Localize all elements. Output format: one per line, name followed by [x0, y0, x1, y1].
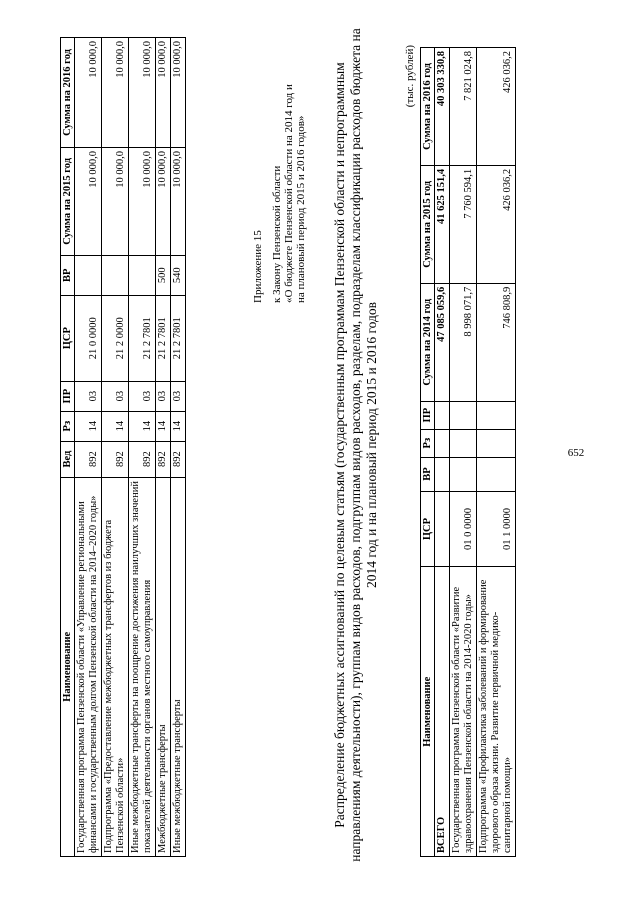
header-sum-2014: Сумма на 2014 год	[421, 283, 435, 401]
cell-rz: 14	[129, 411, 156, 441]
cell-rz: 14	[75, 411, 102, 441]
cell-name: Подпрограмма «Профилактика заболеваний и формирование здорового образа жизни. Развитие первичной медико-санитарной помощи»	[477, 567, 516, 857]
cell-vr	[75, 255, 102, 295]
cell-sum-2016: 10 000,0	[102, 38, 129, 148]
cell-name: Иные межбюджетные трансферты на поощрение достижения наилучших значений показателей деятельности органов местного самоуправления	[129, 477, 156, 856]
cell-name: ВСЕГО	[435, 567, 450, 857]
cell-ved: 892	[102, 441, 129, 477]
table-row	[156, 38, 171, 857]
cell-rz: 14	[156, 411, 171, 441]
cell-csr: 01 1 0000	[477, 491, 516, 567]
cell-sum-2015: 10 000,0	[75, 147, 102, 255]
table-row	[450, 48, 477, 857]
appendix-line-3: на плановый период 2015 и 2016 годов»	[295, 115, 307, 303]
header-ved: Вед	[61, 441, 75, 477]
cell-vr	[435, 457, 450, 491]
header-name: Наименование	[61, 477, 75, 856]
header-sum-2015: Сумма на 2015 год	[61, 147, 75, 255]
cell-sum-2015: 10 000,0	[129, 147, 156, 255]
header-vr: ВР	[61, 255, 75, 295]
cell-vr	[477, 457, 516, 491]
cell-sum-2016: 10 000,0	[75, 38, 102, 148]
cell-name: Подпрограмма «Предоставление межбюджетных трансфертов из бюджета Пензенской области»	[102, 477, 129, 856]
cell-rz	[450, 429, 477, 457]
document-title: Распределение бюджетных ассигнований по целевым статьям (государственным программам Пензенской области и непрограммным направлениям деятельности), группам видов расходов, подгруппам видов расходов, разделам, подразделам классификации расходов бюджета на 2014 год и на плановый период 2015 и 2016 годов	[332, 28, 379, 862]
cell-vr	[129, 255, 156, 295]
appendix-block	[252, 13, 307, 303]
cell-sum-2015: 10 000,0	[156, 147, 171, 255]
cell-ved: 892	[156, 441, 171, 477]
cell-pr: 03	[102, 381, 129, 411]
cell-sum-2014: 8 998 071,7	[450, 283, 477, 401]
cell-sum-2015: 41 625 151,4	[435, 165, 450, 283]
cell-csr: 21 0 0000	[75, 295, 102, 381]
cell-pr	[435, 401, 450, 429]
cell-csr: 21 2 7801	[156, 295, 171, 381]
table-header-row	[421, 48, 435, 857]
cell-sum-2015: 10 000,0	[171, 147, 186, 255]
header-csr: ЦСР	[61, 295, 75, 381]
header-vr: ВР	[421, 457, 435, 491]
cell-name: Государственная программа Пензенской области «Управление региональными финансами и государственным долгом Пензенской области на 2014–2020 годы»	[75, 477, 102, 856]
header-csr: ЦСР	[421, 491, 435, 567]
cell-ved: 892	[129, 441, 156, 477]
cell-sum-2014: 47 085 059,6	[435, 283, 450, 401]
cell-csr: 21 2 7801	[129, 295, 156, 381]
cell-csr: 21 2 7801	[171, 295, 186, 381]
cell-name: Государственная программа Пензенской области «Развитие здравоохранения Пензенской области на 2014-2020 годы»	[450, 567, 477, 857]
cell-ved: 892	[75, 441, 102, 477]
cell-sum-2016: 10 000,0	[171, 38, 186, 148]
cell-sum-2014: 746 808,9	[477, 283, 516, 401]
cell-rz: 14	[102, 411, 129, 441]
table-row	[171, 38, 186, 857]
cell-rz: 14	[171, 411, 186, 441]
table-row	[129, 38, 156, 857]
cell-ved: 892	[171, 441, 186, 477]
cell-pr: 03	[171, 381, 186, 411]
cell-pr: 03	[129, 381, 156, 411]
cell-pr	[477, 401, 516, 429]
header-pr: ПР	[421, 401, 435, 429]
cell-sum-2016: 7 821 024,8	[450, 48, 477, 166]
total-row	[435, 48, 450, 857]
header-sum-2015: Сумма на 2015 год	[421, 165, 435, 283]
units-label: (тыс. рублей)	[404, 45, 416, 108]
header-sum-2016: Сумма на 2016 год	[61, 38, 75, 148]
appendix-line-1: к Закону Пензенской области	[271, 165, 283, 303]
table-targeted-articles-2015-2016	[60, 37, 186, 857]
cell-pr	[450, 401, 477, 429]
appendix-line-2: «О бюджете Пензенской области на 2014 год и	[283, 84, 295, 303]
header-rz: Рз	[61, 411, 75, 441]
cell-name: Иные межбюджетные трансферты	[171, 477, 186, 856]
cell-sum-2015: 10 000,0	[102, 147, 129, 255]
header-rz: Рз	[421, 429, 435, 457]
table-distribution-2014-2016	[420, 47, 516, 857]
cell-rz	[435, 429, 450, 457]
table-row	[102, 38, 129, 857]
cell-sum-2016: 426 036,2	[477, 48, 516, 166]
header-name: Наименование	[421, 567, 435, 857]
header-sum-2016: Сумма на 2016 год	[421, 48, 435, 166]
cell-sum-2015: 7 760 594,1	[450, 165, 477, 283]
cell-vr	[102, 255, 129, 295]
cell-csr	[435, 491, 450, 567]
header-pr: ПР	[61, 381, 75, 411]
cell-sum-2016: 10 000,0	[129, 38, 156, 148]
cell-pr: 03	[75, 381, 102, 411]
appendix-label: Приложение 15	[252, 230, 264, 303]
cell-csr: 01 0 0000	[450, 491, 477, 567]
cell-vr	[450, 457, 477, 491]
cell-sum-2015: 426 036,2	[477, 165, 516, 283]
table-row	[477, 48, 516, 857]
cell-csr: 21 2 0000	[102, 295, 129, 381]
table-header-row	[61, 38, 75, 857]
cell-name: Межбюджетные трансферты	[156, 477, 171, 856]
cell-pr: 03	[156, 381, 171, 411]
cell-rz	[477, 429, 516, 457]
cell-vr: 540	[171, 255, 186, 295]
cell-sum-2016: 40 303 330,8	[435, 48, 450, 166]
cell-vr: 500	[156, 255, 171, 295]
cell-sum-2016: 10 000,0	[156, 38, 171, 148]
table-row	[75, 38, 102, 857]
page-number: 652	[567, 447, 585, 459]
